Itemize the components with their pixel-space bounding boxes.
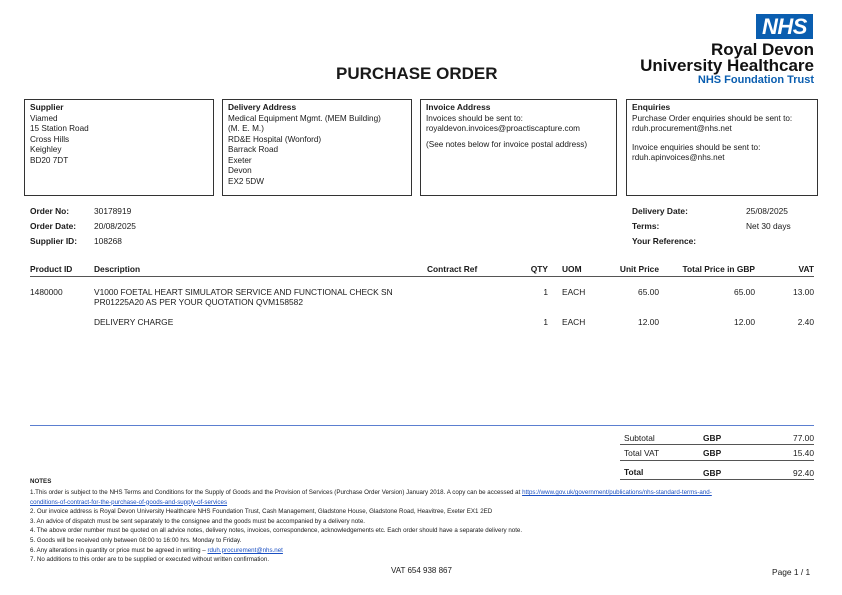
supplier-line: Viamed (30, 113, 58, 123)
row-description-cont: PR01225A20 AS PER YOUR QUOTATION QVM158582 (94, 297, 303, 307)
note-6-text: 6. Any alterations in quantity or price must be agreed in writing – (30, 546, 208, 554)
delivery-line: RD&E Hospital (Wonford) (228, 134, 322, 144)
delivery-heading: Delivery Address (228, 102, 297, 112)
notes-list (30, 488, 810, 565)
invoice-email[interactable]: royaldevon.invoices@proactiscapture.com (426, 124, 580, 133)
delivery-line: Barrack Road (228, 145, 279, 154)
supplier-id-value: 108268 (94, 236, 122, 246)
table-end-divider (30, 425, 814, 426)
note-1 (30, 488, 810, 498)
vat-number: VAT 654 938 867 (391, 566, 452, 575)
note-6 (30, 546, 810, 556)
col-header-contract-ref: Contract Ref (427, 264, 478, 274)
org-name-line2: University Healthcare (640, 56, 814, 75)
col-header-description: Description (94, 264, 141, 274)
supplier-id-label: Supplier ID: (30, 236, 77, 246)
delivery-address-box (222, 99, 412, 196)
supplier-line: BD20 7DT (30, 155, 69, 165)
org-name-line1: Royal Devon (711, 40, 814, 59)
supplier-line: 15 Station Road (30, 124, 89, 133)
row-product-id: 1480000 (30, 287, 63, 297)
col-header-uom: UOM (562, 264, 582, 274)
reference-label: Your Reference: (632, 236, 697, 246)
col-header-vat: VAT (798, 264, 814, 274)
order-no-value: 30178919 (94, 206, 132, 216)
header-divider (30, 276, 814, 277)
row-qty: 1 (543, 317, 548, 327)
subtotal-value: 77.00 (793, 433, 814, 443)
note-1-text: 1.This order is subject to the NHS Terms and Conditions for the Supply of Goods and the Provision of Services (Purchase Order Version) January 2018. A copy can be accessed at (30, 489, 523, 496)
grand-total-value: 92.40 (793, 468, 814, 478)
row-uom: EACH (562, 287, 586, 297)
supplier-box (24, 99, 214, 196)
enquiries-box (626, 99, 818, 196)
subtotal-label: Subtotal (624, 433, 655, 443)
note-5: 5. Goods will be received only between 08:00 to 16:00 hrs. Monday to Friday. (30, 536, 242, 544)
invoice-heading: Invoice Address (426, 102, 491, 112)
row-unit-price: 65.00 (638, 287, 659, 297)
nhs-logo: NHS (756, 14, 813, 39)
notes-heading: NOTES (30, 478, 52, 485)
invoice-line: Invoices should be sent to: (426, 113, 523, 123)
total-vat-value: 15.40 (793, 448, 814, 458)
delivery-line: EX2 5DW (228, 176, 264, 186)
col-header-total-price: Total Price in GBP (682, 264, 755, 274)
row-unit-price: 12.00 (638, 317, 659, 327)
page-number: Page 1 / 1 (772, 567, 811, 577)
delivery-line: Exeter (228, 155, 252, 165)
enquiries-line: Purchase Order enquiries should be sent to: (632, 113, 793, 123)
invoice-note: (See notes below for invoice postal address) (426, 139, 588, 149)
procurement-email[interactable]: rduh.procurement@nhs.net (632, 124, 732, 133)
note-2: 2. Our invoice address is Royal Devon University Healthcare NHS Foundation Trust, Cash Management, Gladstone House, Gladstone Road, Heavitree, Exeter EX1 2ED (30, 508, 493, 516)
delivery-line: (M. E. M.) (228, 124, 264, 133)
terms-link[interactable]: https://www.gov.uk/government/publications/nhs-standard-terms-and- (522, 489, 712, 496)
delivery-line: Devon (228, 166, 252, 175)
apinvoices-email[interactable]: rduh.apinvoices@nhs.net (632, 153, 725, 162)
delivery-date-value: 25/08/2025 (746, 206, 788, 216)
page-title: PURCHASE ORDER (336, 64, 498, 83)
order-date-label: Order Date: (30, 221, 77, 231)
order-no-label: Order No: (30, 206, 70, 216)
supplier-heading: Supplier (30, 102, 64, 112)
delivery-date-label: Delivery Date: (632, 206, 688, 216)
row-qty: 1 (543, 287, 548, 297)
col-header-product-id: Product ID (30, 264, 73, 274)
enquiries-heading: Enquiries (632, 102, 671, 112)
invoice-address-box (420, 99, 617, 196)
order-date-value: 20/08/2025 (94, 221, 136, 231)
row-total-price: 65.00 (734, 287, 755, 297)
note-3: 3. An advice of dispatch must be sent separately to the consignee and the goods must be accompanied by a delivery note. (30, 517, 366, 525)
total-vat-label: Total VAT (624, 448, 660, 458)
delivery-line: Medical Equipment Mgmt. (MEM Building) (228, 113, 381, 123)
row-vat: 13.00 (793, 287, 814, 297)
supplier-line: Keighley (30, 145, 62, 154)
total-vat-currency: GBP (703, 448, 722, 458)
row-description: DELIVERY CHARGE (94, 317, 174, 327)
vat-divider (620, 460, 814, 461)
col-header-qty: QTY (530, 264, 548, 274)
org-name-line3: NHS Foundation Trust (697, 74, 814, 86)
supplier-line: Cross Hills (30, 134, 70, 144)
terms-link-cont[interactable]: conditions-of-contract-for-the-purchase-of-goods-and-supply-of-services (30, 498, 228, 506)
note-4: 4. The above order number must be quoted on all advice notes, delivery notes, invoices, correspondence, acknowledgements etc. Each order should have a separate delivery note. (30, 527, 523, 535)
row-vat: 2.40 (797, 317, 814, 327)
col-header-unit-price: Unit Price (619, 264, 659, 274)
grand-total-label: Total (624, 467, 644, 477)
grand-total-currency: GBP (703, 468, 722, 478)
row-total-price: 12.00 (734, 317, 755, 327)
subtotal-currency: GBP (703, 433, 722, 443)
procurement-link[interactable]: rduh.procurement@nhs.net (207, 546, 283, 554)
row-uom: EACH (562, 317, 586, 327)
subtotal-divider (620, 444, 814, 445)
terms-value: Net 30 days (746, 221, 791, 231)
note-7: 7. No additions to this order are to be supplied or executed without written confirmation. (30, 556, 270, 564)
terms-label: Terms: (632, 221, 660, 231)
enquiries-line: Invoice enquiries should be sent to: (632, 142, 761, 152)
row-description: V1000 FOETAL HEART SIMULATOR SERVICE AND FUNCTIONAL CHECK SN (94, 287, 393, 297)
